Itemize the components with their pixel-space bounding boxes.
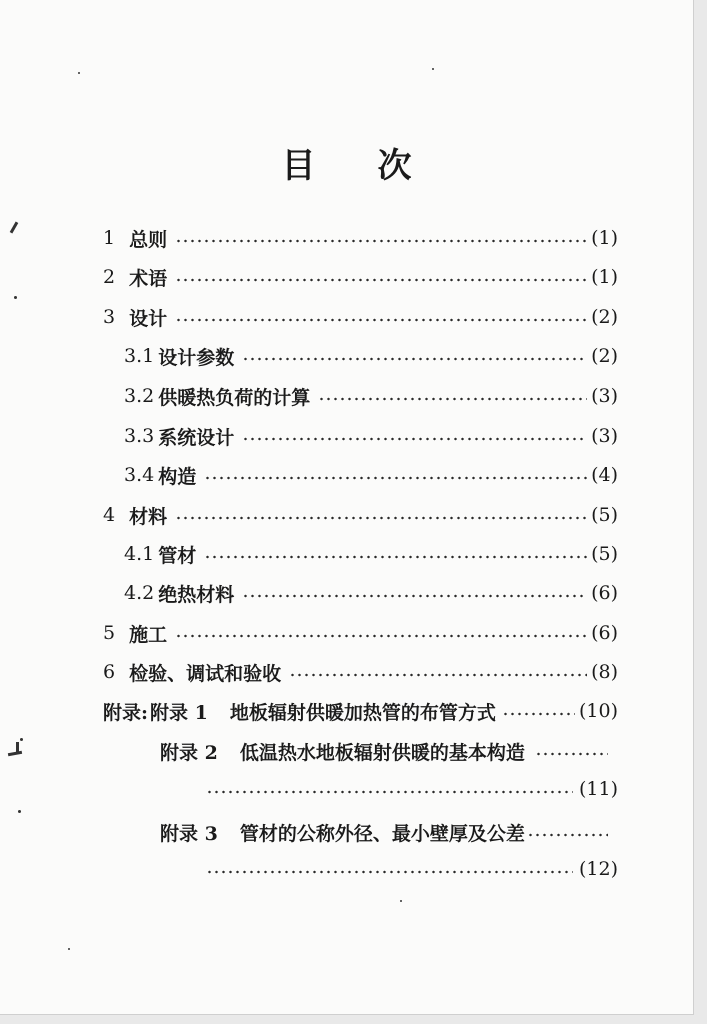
toc-number: 附录 1 bbox=[150, 701, 208, 724]
toc-label: 材料 bbox=[129, 505, 168, 528]
toc-page: (2) bbox=[591, 345, 618, 367]
toc-label: 总则 bbox=[129, 228, 168, 251]
toc-number: 2 bbox=[103, 266, 116, 288]
toc-label: 构造 bbox=[158, 465, 197, 488]
toc-entry-appendix[interactable] bbox=[103, 696, 618, 726]
toc-label: 低温热水地板辐射供暖的基本构造 bbox=[239, 741, 525, 764]
toc-entry[interactable] bbox=[103, 262, 618, 292]
title-char: 次 bbox=[377, 146, 412, 186]
toc-page: (4) bbox=[591, 464, 618, 486]
toc-label: 绝热材料 bbox=[158, 583, 235, 606]
toc-entry[interactable] bbox=[124, 341, 618, 371]
dot-leader bbox=[204, 555, 587, 559]
toc-entry[interactable] bbox=[124, 460, 618, 490]
toc-number: 1 bbox=[103, 227, 116, 249]
toc-page: (5) bbox=[591, 504, 618, 526]
toc-label: 系统设计 bbox=[158, 426, 235, 449]
toc-page: (3) bbox=[591, 385, 618, 407]
toc-label: 检验、调试和验收 bbox=[129, 662, 282, 685]
toc-entry-appendix[interactable] bbox=[160, 817, 608, 847]
toc-number: 3.2 bbox=[124, 385, 155, 407]
toc-page: (6) bbox=[591, 622, 618, 644]
dot-leader bbox=[206, 790, 573, 794]
toc-page: (2) bbox=[591, 306, 618, 328]
toc-label: 施工 bbox=[129, 623, 168, 646]
toc-entry[interactable] bbox=[124, 381, 618, 411]
toc-entry[interactable] bbox=[103, 618, 618, 648]
toc-label: 地板辐射供暖加热管的布管方式 bbox=[229, 701, 496, 724]
dot-leader bbox=[175, 278, 587, 282]
toc-entry[interactable] bbox=[103, 657, 618, 687]
toc-label: 设计 bbox=[129, 307, 168, 330]
dot-leader bbox=[242, 594, 587, 598]
appendix-prefix: 附录: bbox=[103, 701, 149, 724]
toc-number: 6 bbox=[103, 661, 116, 683]
dot-leader bbox=[242, 357, 587, 361]
toc-label: 管材 bbox=[158, 544, 197, 567]
dot-leader bbox=[175, 516, 587, 520]
dot-leader bbox=[318, 397, 587, 401]
title-char: 目 bbox=[281, 146, 316, 186]
toc-number: 5 bbox=[103, 622, 116, 644]
toc-number: 3 bbox=[103, 306, 116, 328]
toc-page: (1) bbox=[591, 266, 618, 288]
toc-page: (11) bbox=[578, 778, 618, 800]
toc-entry[interactable] bbox=[124, 421, 618, 451]
toc-number: 3.3 bbox=[124, 425, 155, 447]
toc-number: 附录 3 bbox=[160, 822, 218, 845]
dot-leader bbox=[175, 634, 587, 638]
toc-page: (12) bbox=[578, 858, 618, 880]
toc-entry[interactable] bbox=[103, 223, 618, 253]
toc-page: (1) bbox=[591, 227, 618, 249]
toc-entry[interactable] bbox=[124, 578, 618, 608]
toc-label: 术语 bbox=[129, 267, 168, 290]
toc-label: 设计参数 bbox=[158, 346, 235, 369]
dot-leader bbox=[527, 833, 608, 837]
dot-leader bbox=[175, 318, 587, 322]
toc-number: 4.1 bbox=[124, 543, 155, 565]
toc-entry[interactable] bbox=[103, 302, 618, 332]
toc-number: 附录 2 bbox=[160, 741, 218, 764]
toc-number: 4.2 bbox=[124, 582, 155, 604]
toc-entry-continuation bbox=[206, 854, 618, 884]
toc-page: (10) bbox=[578, 700, 618, 722]
toc-number: 4 bbox=[103, 504, 116, 526]
toc-entry[interactable] bbox=[124, 539, 618, 569]
toc-number: 3.4 bbox=[124, 464, 155, 486]
dot-leader bbox=[535, 752, 608, 756]
dot-leader bbox=[206, 870, 573, 874]
toc-page: (8) bbox=[591, 661, 618, 683]
dot-leader bbox=[204, 476, 587, 480]
dot-leader bbox=[242, 437, 587, 441]
dot-leader bbox=[175, 239, 587, 243]
toc-page: (3) bbox=[591, 425, 618, 447]
toc-entry[interactable] bbox=[103, 500, 618, 530]
dot-leader bbox=[502, 712, 575, 716]
toc-entry-appendix[interactable] bbox=[160, 736, 608, 766]
toc-entry-continuation bbox=[206, 774, 618, 804]
dot-leader bbox=[289, 673, 587, 677]
toc-page: (6) bbox=[591, 582, 618, 604]
toc-page: (5) bbox=[591, 543, 618, 565]
toc-label: 管材的公称外径、最小壁厚及公差 bbox=[239, 822, 525, 845]
toc-number: 3.1 bbox=[124, 345, 155, 367]
toc-label: 供暖热负荷的计算 bbox=[158, 386, 311, 409]
